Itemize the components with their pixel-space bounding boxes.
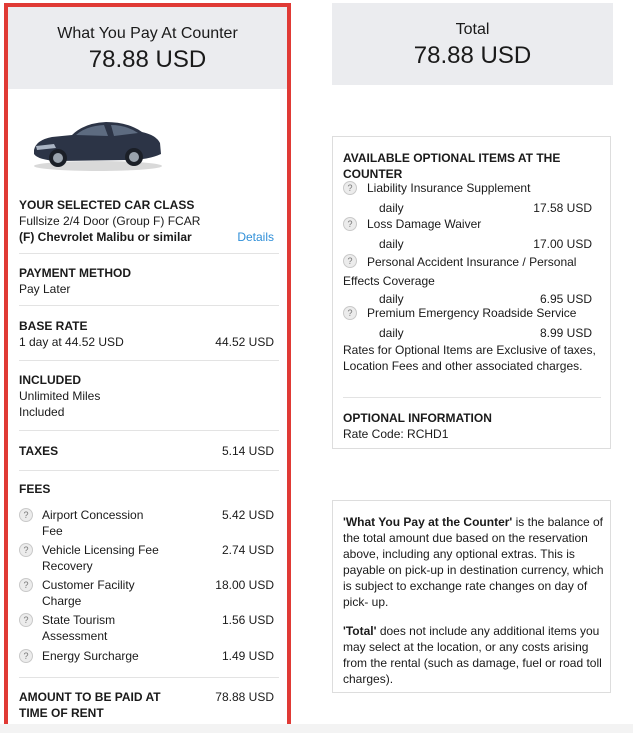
fee-label: Vehicle Licensing Fee Recovery bbox=[42, 543, 159, 573]
car-image bbox=[28, 110, 164, 172]
pay-at-counter-amount: 78.88 USD bbox=[88, 46, 207, 73]
fee-item bbox=[19, 507, 278, 539]
fee-label: State Tourism Assessment bbox=[42, 613, 116, 643]
fee-label: Airport Concession Fee bbox=[42, 508, 144, 538]
taxes-section bbox=[19, 443, 278, 459]
divider bbox=[19, 430, 279, 431]
fee-item bbox=[19, 542, 278, 574]
question-circle-icon[interactable]: ? bbox=[343, 306, 357, 320]
car-class-description: Fullsize 2/4 Door (Group F) FCAR bbox=[19, 214, 201, 228]
explanation-term-2: 'Total' bbox=[343, 624, 377, 638]
optional-info-heading: OPTIONAL INFORMATION bbox=[343, 411, 492, 425]
included-section bbox=[19, 372, 278, 420]
divider bbox=[19, 253, 279, 254]
fee-amount: 1.49 USD bbox=[221, 649, 274, 663]
optional-item-rate bbox=[379, 200, 596, 216]
explanation-text-1: is the balance of the total amount due based on the reservation above, including any optional extras. This is payable on pick-up in destination currency, which is subject to exchange rate changes on day of pick- up. bbox=[343, 515, 604, 609]
pay-at-counter-panel bbox=[4, 3, 291, 732]
included-line2: Included bbox=[19, 405, 65, 419]
fee-label: Customer Facility Charge bbox=[42, 578, 135, 608]
question-circle-icon[interactable]: ? bbox=[19, 613, 33, 627]
question-circle-icon[interactable]: ? bbox=[19, 508, 33, 522]
base-rate-amount: 44.52 USD bbox=[215, 335, 274, 349]
car-model: (F) Chevrolet Malibu or similar bbox=[19, 230, 192, 244]
optional-item bbox=[343, 216, 596, 252]
fee-amount: 5.42 USD bbox=[221, 508, 274, 522]
optional-item-label: Liability Insurance Supplement bbox=[367, 181, 531, 195]
pay-at-counter-title: What You Pay At Counter bbox=[57, 25, 238, 42]
optional-item-rate bbox=[379, 325, 596, 341]
explanation-paragraph-1 bbox=[343, 514, 605, 610]
optional-item-label: Loss Damage Waiver bbox=[367, 217, 482, 231]
total-header bbox=[332, 3, 613, 85]
amount-due-section bbox=[19, 689, 278, 721]
amount-due-heading: AMOUNT TO BE PAID AT TIME OF RENT bbox=[19, 690, 161, 720]
fee-amount: 18.00 USD bbox=[215, 578, 274, 592]
question-circle-icon[interactable]: ? bbox=[19, 649, 33, 663]
question-circle-icon[interactable]: ? bbox=[19, 578, 33, 592]
fees-heading: FEES bbox=[19, 482, 51, 496]
optional-item-period: daily bbox=[379, 292, 404, 306]
optional-item-amount: 17.58 USD bbox=[533, 201, 592, 215]
optional-item bbox=[343, 180, 596, 216]
optional-item-period: daily bbox=[379, 201, 404, 215]
rate-code: Rate Code: RCHD1 bbox=[343, 427, 449, 441]
optional-item-period: daily bbox=[379, 237, 404, 251]
divider bbox=[19, 677, 279, 678]
fee-amount: 1.56 USD bbox=[221, 613, 274, 627]
included-line1: Unlimited Miles bbox=[19, 389, 101, 403]
optional-item-period: daily bbox=[379, 326, 404, 340]
divider bbox=[343, 397, 601, 398]
explanation-term-1: 'What You Pay at the Counter' bbox=[343, 515, 513, 529]
divider bbox=[19, 470, 279, 471]
details-link[interactable]: Details bbox=[237, 230, 274, 244]
base-rate-row bbox=[19, 334, 278, 350]
question-circle-icon[interactable]: ? bbox=[343, 254, 357, 268]
fees-heading-wrap bbox=[19, 481, 278, 497]
payment-method-value: Pay Later bbox=[19, 282, 71, 296]
question-circle-icon[interactable]: ? bbox=[19, 543, 33, 557]
base-rate-description: 1 day at 44.52 USD bbox=[19, 335, 124, 349]
base-rate-heading: BASE RATE bbox=[19, 319, 88, 333]
explanation-box bbox=[332, 500, 611, 693]
optional-item-amount: 6.95 USD bbox=[539, 292, 592, 306]
optional-item-label: Personal Accident Insurance / Personal Effects Coverage bbox=[343, 255, 577, 288]
fee-label: Energy Surcharge bbox=[42, 649, 139, 663]
optional-item-label: Premium Emergency Roadside Service bbox=[367, 306, 577, 320]
optional-items-heading: AVAILABLE OPTIONAL ITEMS AT THE COUNTER bbox=[343, 151, 561, 181]
fee-item bbox=[19, 577, 278, 609]
explanation-text-2: does not include any additional items you may select at the location, or any costs arising from the rental (such as damage, fuel or road toll charges). bbox=[343, 624, 602, 686]
explanation-paragraph-2 bbox=[343, 623, 605, 687]
optional-items-note: Rates for Optional Items are Exclusive of taxes, Location Fees and other associated charges. bbox=[343, 343, 596, 373]
amount-due-value: 78.88 USD bbox=[215, 690, 274, 704]
car-class-heading: YOUR SELECTED CAR CLASS bbox=[19, 198, 195, 212]
payment-method-heading: PAYMENT METHOD bbox=[19, 266, 132, 280]
page-footer-shade bbox=[0, 724, 633, 733]
fee-item bbox=[19, 612, 278, 644]
total-amount: 78.88 USD bbox=[413, 42, 532, 69]
pay-at-counter-header bbox=[8, 7, 287, 89]
total-title: Total bbox=[455, 21, 490, 38]
optional-item-rate bbox=[379, 236, 596, 252]
question-circle-icon[interactable]: ? bbox=[343, 217, 357, 231]
optional-item-amount: 8.99 USD bbox=[539, 326, 592, 340]
car-model-row bbox=[19, 229, 278, 245]
taxes-heading: TAXES bbox=[19, 444, 59, 458]
taxes-amount: 5.14 USD bbox=[221, 444, 274, 458]
divider bbox=[19, 305, 279, 306]
optional-item bbox=[343, 253, 596, 307]
divider bbox=[19, 360, 279, 361]
optional-item bbox=[343, 305, 596, 341]
fee-item bbox=[19, 648, 278, 664]
base-rate-section bbox=[19, 318, 278, 350]
car-class-section bbox=[19, 197, 278, 245]
optional-items-box bbox=[332, 136, 611, 449]
fee-amount: 2.74 USD bbox=[221, 543, 274, 557]
included-heading: INCLUDED bbox=[19, 373, 81, 387]
optional-item-amount: 17.00 USD bbox=[533, 237, 592, 251]
question-circle-icon[interactable]: ? bbox=[343, 181, 357, 195]
payment-method-section bbox=[19, 265, 278, 297]
taxes-row bbox=[19, 443, 278, 459]
